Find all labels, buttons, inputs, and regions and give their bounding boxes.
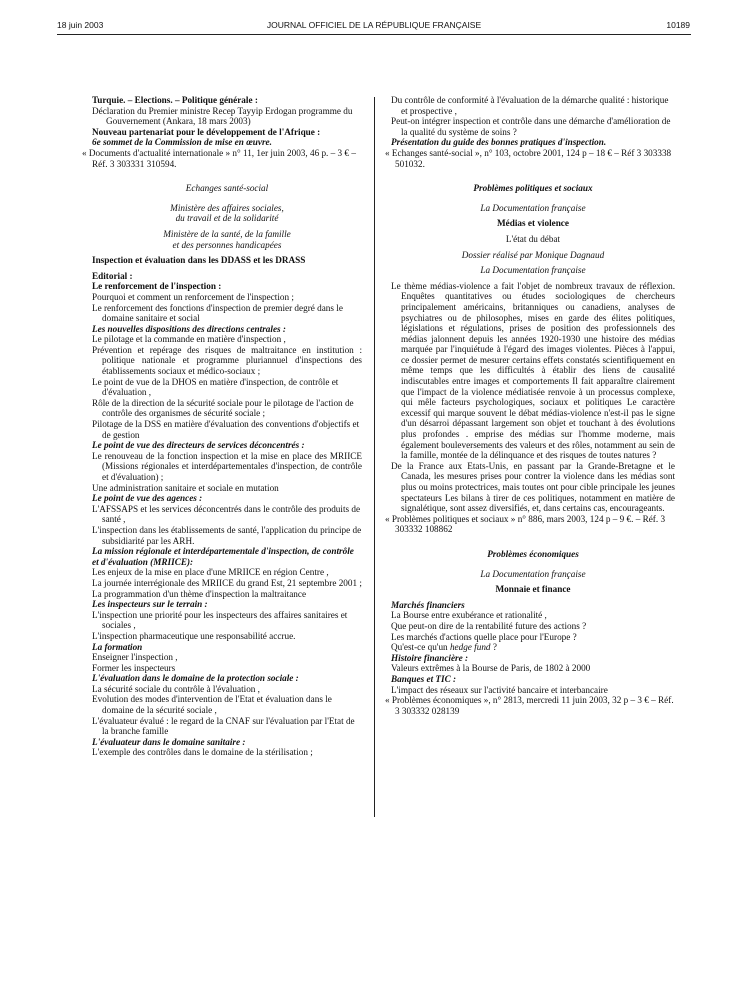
list-item: Que peut-on dire de la rentabilité future des actions ?: [391, 620, 587, 631]
list-item: Pilotage de la DSS en matière d'évaluation des conventions d'objectifs et de gestion: [92, 419, 360, 440]
reference-problemes-politiques: « Problèmes politiques et sociaux » n° 886, mars 2003, 124 p – 9 €. – Réf. 3 303332 108862: [385, 513, 666, 535]
list-item: L'impact des réseaux sur l'activité bancaire et interbancaire: [391, 684, 608, 695]
s2-ministry1a: Ministère des affaires sociales,: [170, 202, 284, 213]
page-header: [0, 8, 748, 30]
list-item: Du contrôle de conformité à l'évaluation de la démarche qualité : historique et prospective ,: [391, 95, 669, 116]
reference-problemes-economiques: « Problèmes économiques », n° 2813, mercredi 11 juin 2003, 32 p – 3 € – Réf. 3 303332 028139: [385, 695, 674, 716]
s3-paragraph1: Le thème médias-violence a fait l'objet de nombreux travaux de réflexion. Enquêtes quantitatives ou études sociologiques de chercheurs principalement américains, britanniques ou canadiens, analyses de psychiatres ou de philosophes, mises en garde des élites politiques, législations et régulations, prises de position des professionnels des médias jalonnent depuis les années 1920-1930 une histoire des médias marquée par l'inquiétude à l'égard des images violentes. Pièces à l'appui, ce dossier permet de mesurer certains effets constatés scientifiquement en même temps que les difficultés à établir des liens de causalité indiscutables entre images et comportements Il fait apparaître clairement que l'impact de la violence médiatisée renvoie à un processus complexe, qui mêle facteurs psychologiques, sociaux et politiques Le caractère excessif qui marque souvent le débat médias-violence n'est-il pas le signe d'un désarroi dépassant largement son objet et touchant à des évolutions plus profondes . emprise des médias sur l'homme moderne, mais également bouleversements des valeurs et des rôles, notamment au sein de la famille, montée de la délinquance et des risques de toutes natures ?: [391, 280, 675, 461]
evaluateur-heading: L'évaluateur dans le domaine sanitaire :: [92, 736, 246, 747]
list-item: Le renouveau de la fonction inspection et la mise en place des MRIICE (Missions régionales et interdépartementales d'inspection, de contrôle et d'évaluation) ;: [92, 450, 362, 482]
list-item: Le pilotage et la commande en matière d'inspection ,: [92, 334, 286, 345]
list-item: Valeurs extrêmes à la Bourse de Paris, de 1802 à 2000: [391, 663, 591, 674]
list-item: L'exemple des contrôles dans le domaine de la stérilisation ;: [92, 747, 313, 758]
list-item: L'AFSSAPS et les services déconcentrés dans le contrôle des produits de santé ,: [92, 503, 361, 525]
list-item: Prévention et repérage des risques de maltraitance en institution : politique nationale et programme pluriannuel d'inspections des établissements sociaux et médico-sociaux ;: [92, 344, 362, 377]
mf4-text-a: Qu'est-ce qu'un: [391, 642, 450, 653]
s4-title: Problèmes économiques: [487, 548, 579, 559]
list-item: L'inspection dans les établissements de santé, l'application du principe de subsidiarité par les ARH.: [92, 524, 362, 546]
list-item: Rôle de la direction de la sécurité sociale pour le pilotage de l'action de contrôle des organismes de sécurité sociale ;: [92, 397, 354, 419]
list-item: La sécurité sociale du contrôle à l'évaluation ,: [92, 683, 260, 694]
s2-ministry1b: du travail et de la solidarité: [175, 213, 279, 224]
s4-heading: Monnaie et finance: [495, 584, 571, 595]
b1-reference: « Documents d'actualité internationale » n° 11, 1er juin 2003, 46 p. – 3 € – Réf. 3 303331 310594.: [82, 147, 356, 169]
s3-paragraph2: De la France aux Etats-Unis, en passant par la Grande-Bretagne et le Canada, les mesures prises pour contrer la violence dans les médias sont plus ou moins protectrices, mais toutes ont pour cible principale les jeunes spectateurs Les bilans à tirer de ces politiques, notamment en matière de signalétique, sont assez diversifiés, et, dans certains cas, encourageants.: [391, 460, 675, 514]
list-item: La programmation d'un thème d'inspection la maltraitance: [92, 588, 307, 599]
b1-line: Déclaration du Premier ministre Recep Tayyip Erdogan programme du Gouvernement (Ankara, 18 mars 2003): [92, 105, 353, 127]
s3-publisher2: La Documentation française: [480, 265, 586, 276]
editorial: Editorial :: [92, 270, 133, 281]
evaluation-heading: L'évaluation dans le domaine de la protection sociale :: [92, 673, 299, 684]
header-page-number: 10189: [666, 20, 690, 30]
list-item: La journée interrégionale des MRIICE du grand Est, 21 septembre 2001 ;: [92, 577, 362, 588]
list-item: Enseigner l'inspection ,: [92, 652, 178, 663]
list-item: [391, 642, 675, 653]
mf4-text-b: hedge fund: [449, 642, 491, 653]
header-rule: [57, 34, 691, 35]
b1-title2: Nouveau partenariat pour le développement de l'Afrique :: [92, 126, 321, 137]
nouvelles-heading: Les nouvelles dispositions des directions centrales :: [92, 323, 286, 334]
left-column: [82, 95, 362, 758]
mriice-heading: La mission régionale et interdépartementale d'inspection, de contrôle et d'évaluation (MRIICE):: [92, 546, 354, 567]
right-column: [385, 95, 675, 716]
s3-publisher: La Documentation française: [480, 202, 586, 213]
reference-echanges: « Echanges santé-social », n° 103, octobre 2001, 124 p – 18 € – Réf 3 303338 501032.: [385, 147, 672, 169]
b1-title: Turquie. – Elections. – Politique générale :: [92, 95, 258, 105]
banques-heading: Banques et TIC :: [391, 673, 457, 684]
renforcement-heading: Le renforcement de l'inspection :: [92, 281, 222, 292]
s3-heading: Médias et violence: [497, 218, 569, 229]
list-item: Evolution des modes d'intervention de l'Etat et évaluation dans le domaine de la sécurité sociale ,: [92, 694, 332, 716]
s2-title: Echanges santé-social: [185, 183, 269, 194]
header-title: JOURNAL OFFICIEL DE LA RÉPUBLIQUE FRANÇAISE: [266, 20, 482, 30]
formation-heading: La formation: [92, 641, 143, 652]
list-item: Une administration sanitaire et sociale en mutation: [92, 482, 279, 493]
s2-heading: Inspection et évaluation dans les DDASS et les DRASS: [92, 255, 306, 266]
list-item: La Bourse entre exubérance et rationalité ,: [391, 610, 547, 621]
list-item: Pourquoi et comment un renforcement de l'inspection ;: [92, 291, 294, 302]
list-item: L'évaluateur évalué : le regard de la CNAF sur l'évaluation par l'Etat de la branche famille: [92, 715, 355, 737]
list-item: L'inspection une priorité pour les inspecteurs des affaires sanitaires et sociales ,: [92, 609, 348, 631]
list-item: Le point de vue de la DHOS en matière d'inspection, de contrôle et d'évaluation ,: [92, 376, 339, 398]
column-separator: [374, 97, 375, 817]
s3-title: Problèmes politiques et sociaux: [473, 183, 593, 194]
marches-heading: Marchés financiers: [391, 599, 465, 610]
list-item: L'inspection pharmaceutique une responsabilité accrue.: [92, 630, 296, 641]
s3-author: Dossier réalisé par Monique Dagnaud: [461, 249, 605, 260]
s2-ministry2a: Ministère de la santé, de la famille: [163, 228, 291, 239]
b1-subtitle: 6e sommet de la Commission de mise en œuvre.: [92, 137, 272, 148]
agences-heading: Le point de vue des agences :: [92, 493, 203, 504]
list-item: Le renforcement des fonctions d'inspection de premier degré dans le domaine sanitaire et social: [92, 302, 343, 324]
s2-ministry2b: et des personnes handicapées: [172, 239, 282, 250]
list-item: Peut-on intégrer inspection et contrôle dans une démarche d'amélioration de la qualité du système de soins ?: [391, 116, 671, 137]
s3-subtitle: L'état du débat: [505, 233, 561, 244]
mf4-text-c: ?: [490, 642, 497, 653]
inspecteurs-heading: Les inspecteurs sur le terrain :: [92, 599, 208, 610]
presentation-heading: Présentation du guide des bonnes pratiques d'inspection.: [391, 137, 607, 148]
point-de-vue-heading: Le point de vue des directeurs de services déconcentrés :: [92, 440, 305, 451]
header-date: 18 juin 2003: [57, 20, 104, 30]
histoire-heading: Histoire financière :: [391, 652, 469, 663]
s4-publisher: La Documentation française: [480, 568, 586, 579]
list-item: Les enjeux de la mise en place d'une MRIICE en région Centre ,: [92, 567, 329, 578]
list-item: Les marchés d'actions quelle place pour l'Europe ?: [391, 631, 577, 642]
list-item: Former les inspecteurs: [92, 662, 176, 673]
